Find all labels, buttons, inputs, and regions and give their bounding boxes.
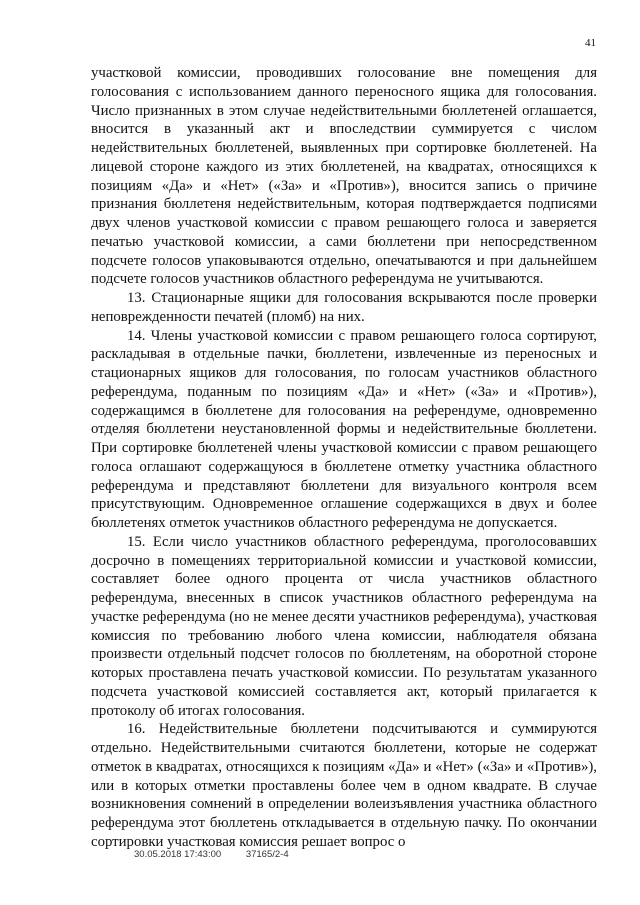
paragraph-13: 13. Стационарные ящики для голосования вскрываются после проверки неповрежденности печатей (пломб) на них.: [91, 290, 597, 325]
page-number: 41: [585, 37, 596, 49]
paragraph-continuation: участковой комиссии, проводивших голосование вне помещения для голосования с использованием данного переносного ящика для голосования. Число признанных в этом случае недействительными бюллетеней оглашается, вносится в указанный акт и впоследствии суммируется с числом недействительных бюллетеней, выявленных при сортировке бюллетеней. На лицевой стороне каждого из этих бюллетеней, на квадратах, относящихся к позициям «Да» и «Нет» («За» и «Против»), вносится запись о причине признания бюллетеня недействительным, которая подтверждается подписями двух членов участковой комиссии с правом решающего голоса и заверяется печатью участковой комиссии, а сами бюллетени при непосредственном подсчете голосов упаковываются отдельно, опечатываются и при дальнейшем подсчете голосов участников областного референдума не учитываются.: [91, 65, 597, 288]
paragraph-16: 16. Недействительные бюллетени подсчитываются и суммируются отдельно. Недействительными считаются бюллетени, которые не содержат отметок в квадратах, относящихся к позициям «Да» и «Нет» («За» и «Против»), или в которых отметки проставлены более чем в одном квадрате. В случае возникновения сомнений в определении волеизъявления участника областного референдума этот бюллетень откладывается в отдельную пачку. По окончании сортировки участковая комиссия решает вопрос о: [91, 721, 597, 850]
paragraph-14: 14. Члены участковой комиссии с правом решающего голоса сортируют, раскладывая в отдельные пачки, бюллетени, извлеченные из переносных и стационарных ящиков для голосования, по голосам участников областного референдума, поданным по позициям «Да» и «Нет» («За» и «Против»), содержащимся в бюллетене для голосования на референдуме, одновременно отделяя бюллетени неустановленной формы и недействительные бюллетени. При сортировке бюллетеней члены участковой комиссии с правом решающего голоса оглашают содержащуюся в бюллетене отметку участника областного референдума и представляют бюллетени для визуального контроля всем присутствующим. Одновременное оглашение содержащихся в двух и более бюллетенях отметок участников областного референдума не допускается.: [91, 327, 597, 531]
document-body: [91, 64, 597, 852]
document-footer: [134, 849, 289, 860]
footer-document-id: 37165/2-4: [245, 849, 289, 860]
paragraph-15: 15. Если число участников областного референдума, проголосовавших досрочно в помещениях территориальной комиссии и участковой комиссии, составляет более одного процента от числа участников областного референдума, внесенных в список участников областного референдума на участке референдума (но не менее десяти участников референдума), участковая комиссия по требованию любого члена комиссии, наблюдателя обязана произвести отдельный подсчет голосов по бюллетеням, на оборотной стороне которых проставлена печать участковой комиссии. По результатам указанного подсчета участковой комиссией составляется акт, который прилагается к протоколу об итогах голосования.: [91, 533, 597, 719]
footer-timestamp: 30.05.2018 17:43:00: [134, 849, 222, 860]
